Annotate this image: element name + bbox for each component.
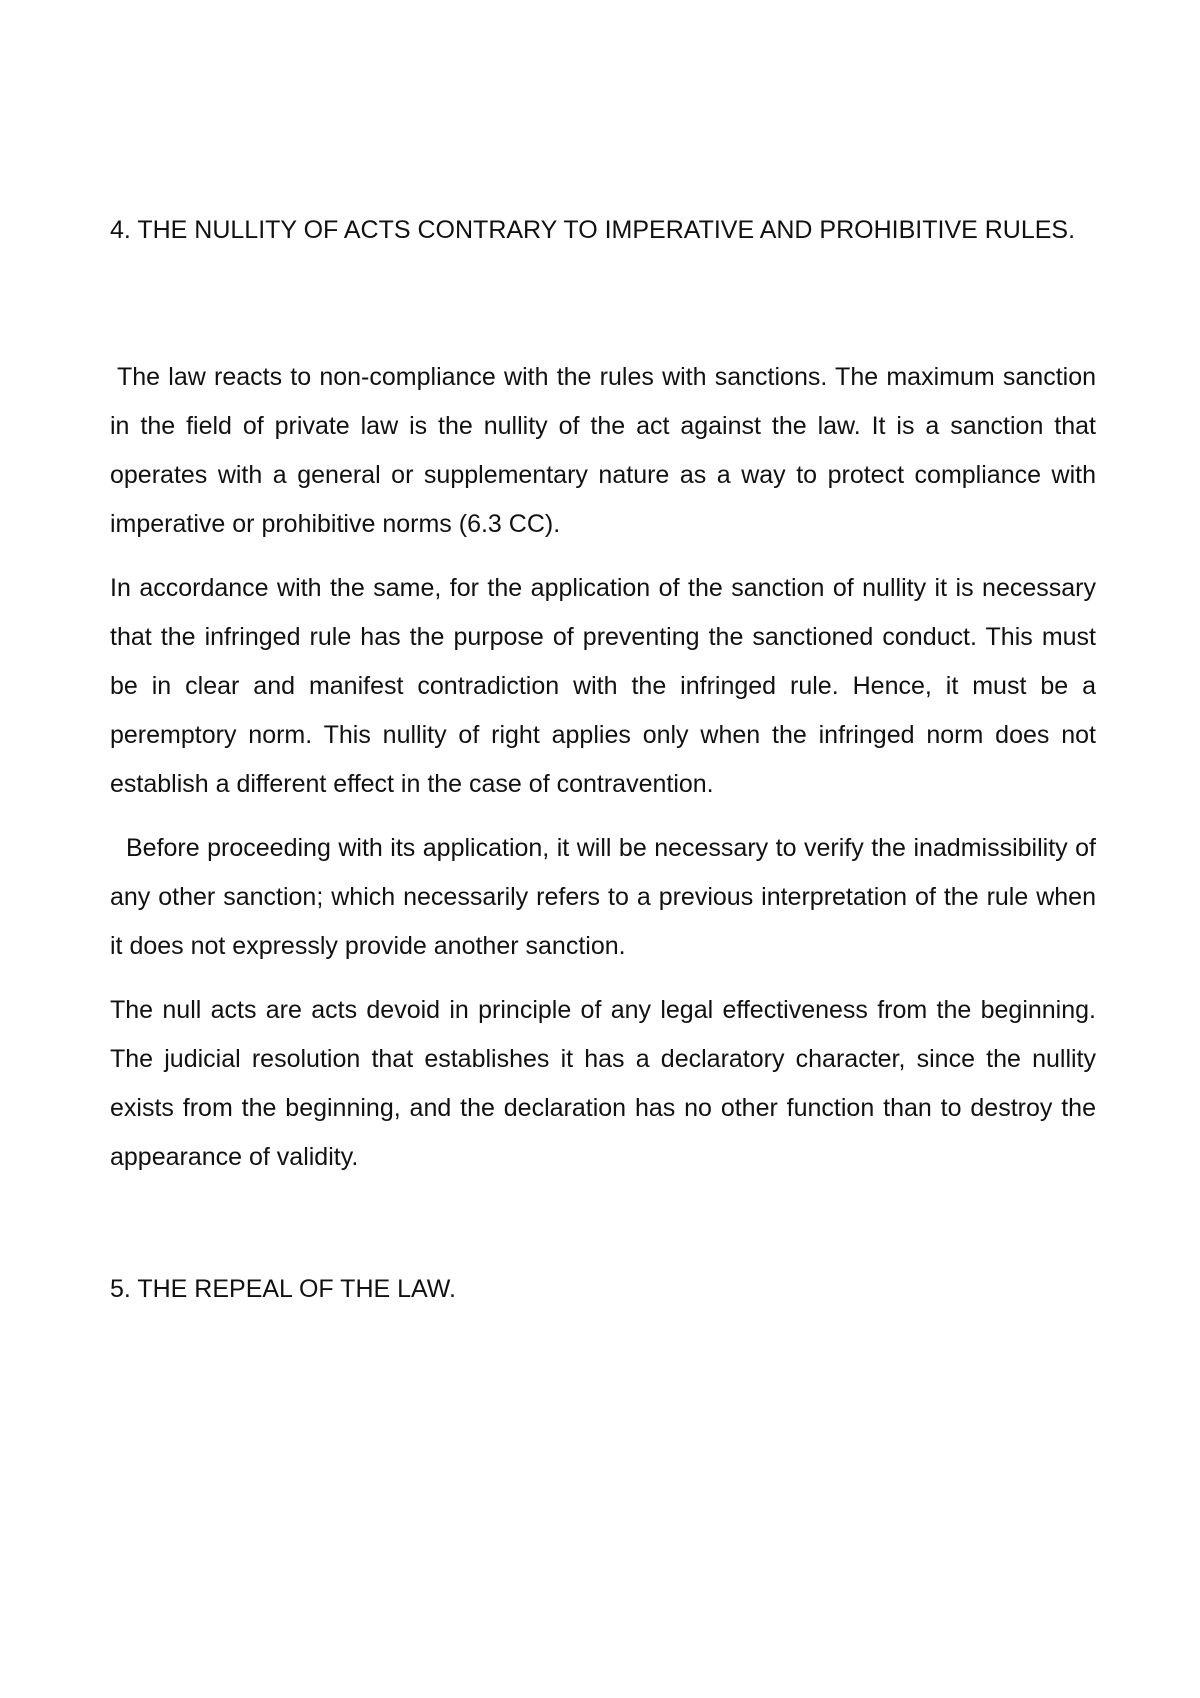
section-4-heading: 4. THE NULLITY OF ACTS CONTRARY TO IMPERATIVE AND PROHIBITIVE RULES. <box>110 216 1076 244</box>
paragraph-inadmissibility: Before proceeding with its application, it will be necessary to verify the inadmissibility of any other sanction; which necessarily refers to a previous interpretation of the rule when it does not expressly provide another sanction. <box>110 834 1096 960</box>
paragraph-null-acts: The null acts are acts devoid in principle of any legal effectiveness from the beginning. The judicial resolution that establishes it has a declaratory character, since the nullity exists from the beginning, and the declaration has no other function than to destroy the appearance of validity. <box>110 996 1096 1171</box>
paragraph-sanctions: The law reacts to non-compliance with the rules with sanctions. The maximum sanction in the field of private law is the nullity of the act against the law. It is a sanction that operates with a general or supplementary nature as a way to protect compliance with imperative or prohibitive norms (6.3 CC). <box>110 363 1096 538</box>
document-body <box>110 206 1096 1314</box>
paragraph-application-of-nullity: In accordance with the same, for the application of the sanction of nullity it is necessary that the infringed rule has the purpose of preventing the sanctioned conduct. This must be in clear and manifest contradiction with the infringed rule. Hence, it must be a peremptory norm. This nullity of right applies only when the infringed norm does not establish a different effect in the case of contravention. <box>110 574 1096 798</box>
section-5-heading: 5. THE REPEAL OF THE LAW. <box>110 1275 456 1303</box>
